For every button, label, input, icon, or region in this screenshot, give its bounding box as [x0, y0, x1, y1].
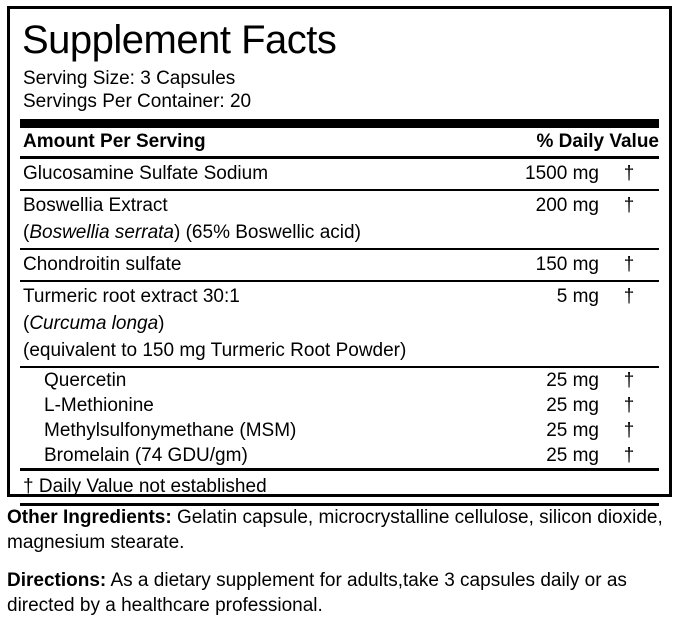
ingredient-dv: † — [623, 254, 635, 275]
table-row — [20, 368, 659, 393]
subtext-post: ) (65% Boswellic acid) — [174, 222, 361, 243]
ingredient-dv: † — [623, 195, 635, 216]
directions-text: As a dietary supplement for adults,take 3 capsules daily or as directed by a healthcare professional. — [7, 570, 627, 616]
ingredient-name: Chondroitin sulfate — [23, 254, 182, 275]
ingredient-amount: 25 mg — [546, 445, 599, 466]
table-row — [20, 282, 659, 312]
serving-size: Serving Size: 3 Capsules — [23, 68, 236, 89]
table-row — [20, 159, 659, 189]
ingredient-amount: 200 mg — [535, 195, 599, 216]
table-header-row — [20, 128, 659, 156]
directions — [7, 568, 675, 618]
ingredient-dv: † — [623, 395, 635, 416]
ingredient-name: L-Methionine — [44, 395, 154, 416]
subtext-latin-name: Curcuma longa — [29, 313, 159, 334]
header-amount-per-serving: Amount Per Serving — [23, 131, 206, 152]
subtext-post: ) — [158, 313, 165, 334]
directions-label: Directions: — [7, 570, 107, 591]
bottom-text-block — [7, 505, 675, 631]
ingredient-name: Methylsulfonymethane (MSM) — [44, 420, 297, 441]
ingredient-amount: 25 mg — [546, 420, 599, 441]
table-row — [20, 418, 659, 443]
supplement-facts-panel — [7, 6, 672, 497]
other-ingredients — [7, 505, 675, 555]
ingredient-amount: 25 mg — [546, 370, 599, 391]
ingredient-name: Glucosamine Sulfate Sodium — [23, 163, 269, 184]
ingredient-name: Boswellia Extract — [23, 195, 168, 216]
table-row — [20, 393, 659, 418]
ingredient-amount: 150 mg — [535, 254, 599, 275]
daily-value-footnote: † Daily Value not established — [23, 476, 267, 497]
ingredient-amount: 5 mg — [556, 286, 599, 307]
ingredient-dv: † — [623, 370, 635, 391]
other-ingredients-text: Gelatin capsule, microcrystalline cellulose, silicon dioxide, magnesium stearate. — [7, 507, 663, 553]
subtext-pre: ( — [23, 313, 30, 334]
table-row — [20, 250, 659, 280]
divider-thick — [20, 119, 659, 128]
ingredient-subtext-2: (equivalent to 150 mg Turmeric Root Powder) — [23, 340, 407, 361]
ingredient-dv: † — [623, 445, 635, 466]
ingredient-name: Quercetin — [44, 370, 127, 391]
ingredient-amount: 1500 mg — [525, 163, 599, 184]
table-row — [20, 443, 659, 468]
servings-per-container: Servings Per Container: 20 — [23, 91, 252, 112]
ingredient-amount: 25 mg — [546, 395, 599, 416]
table-row — [20, 191, 659, 221]
ingredient-name: Turmeric root extract 30:1 — [23, 286, 240, 307]
ingredient-dv: † — [623, 286, 635, 307]
panel-title: Supplement Facts — [22, 18, 337, 62]
header-daily-value: % Daily Value — [536, 131, 659, 152]
other-ingredients-label: Other Ingredients: — [7, 507, 172, 528]
ingredient-subtext — [20, 221, 659, 248]
subtext-latin-name: Boswellia serrata — [29, 222, 174, 243]
subtext-pre: ( — [23, 222, 30, 243]
ingredient-name: Bromelain (74 GDU/gm) — [44, 445, 248, 466]
ingredient-subtext — [20, 312, 659, 339]
ingredient-dv: † — [623, 163, 635, 184]
ingredient-dv: † — [623, 420, 635, 441]
